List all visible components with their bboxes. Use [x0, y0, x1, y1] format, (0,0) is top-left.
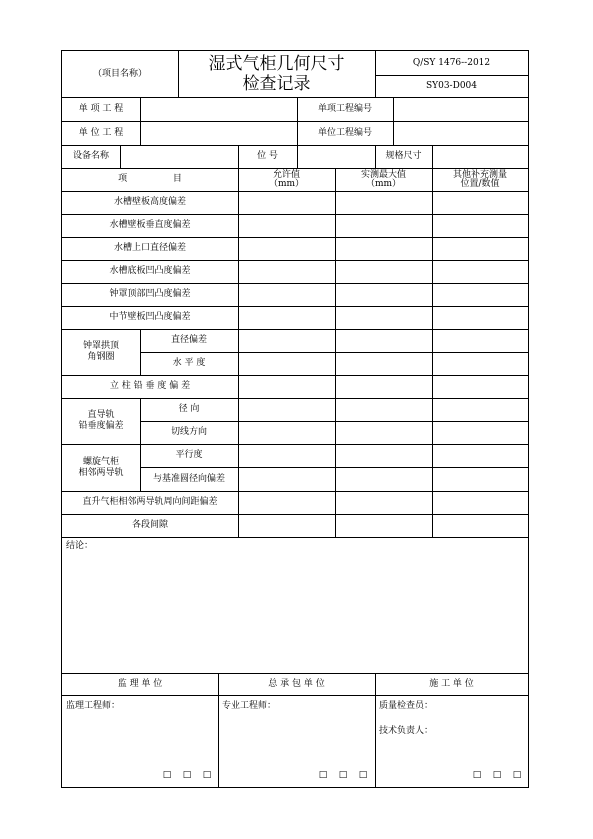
- form-title-line2: 检查记录: [242, 73, 311, 94]
- project-name: （项目名称）: [92, 68, 147, 79]
- row-label: 各段间隙: [131, 520, 168, 530]
- position-no-field[interactable]: [297, 145, 375, 168]
- single-project-no-field[interactable]: [393, 97, 528, 121]
- supervision-unit-header: 监 理 单 位: [117, 678, 163, 689]
- divider: [335, 168, 336, 537]
- quality-inspector-label: 质量检查员：: [379, 700, 434, 711]
- single-project-no-label: 单项工程编号: [317, 103, 372, 114]
- equipment-name-label: 设备名称: [72, 151, 109, 161]
- date-boxes: □ □ □: [162, 769, 212, 780]
- general-contractor-header: 总 承 包 单 位: [268, 678, 325, 689]
- form-code: SY03-D004: [426, 80, 477, 91]
- technical-lead-label: 技术负责人：: [379, 725, 434, 736]
- row-label: 水槽底板凹凸度偏差: [109, 266, 191, 276]
- specialty-engineer-label: 专业工程师：: [222, 700, 277, 711]
- unit-project-no-label: 单位工程编号: [317, 127, 372, 138]
- divider: [62, 695, 528, 696]
- row-label: 直径偏差: [170, 335, 207, 345]
- spec-size-label: 规格尺寸: [385, 151, 422, 161]
- unit-project-no-field[interactable]: [393, 121, 528, 145]
- standard-code: Q/SY 1476--2012: [412, 57, 491, 68]
- single-project-field[interactable]: [140, 97, 297, 121]
- unit-project-field[interactable]: [140, 121, 297, 145]
- divider: [238, 168, 239, 537]
- single-project-label: 单 项 工 程: [78, 103, 124, 114]
- spec-size-field[interactable]: [432, 145, 528, 168]
- group-label: 钟罩拱顶 角钢圈: [82, 341, 119, 362]
- conclusion-label: 结论：: [66, 541, 94, 551]
- row-label: 水槽上口直径偏差: [113, 243, 186, 253]
- equipment-name-field[interactable]: [120, 145, 238, 168]
- row-label: 切线方向: [170, 427, 207, 437]
- group-label: 螺旋气柜 相邻两导轨: [78, 456, 124, 478]
- form-title-line1: 湿式气柜几何尺寸: [208, 53, 345, 74]
- position-no-label: 位 号: [257, 151, 278, 161]
- col-header-other: 其他补充测量 位置/数值: [452, 169, 507, 189]
- row-label: 与基准圆径向偏差: [152, 473, 225, 484]
- row-label: 水槽壁板垂直度偏差: [109, 220, 191, 230]
- date-boxes: □ □ □: [318, 769, 368, 780]
- row-label: 平行度: [175, 450, 203, 460]
- col-header-allowed: 允许值 （mm）: [268, 169, 305, 189]
- divider: [432, 168, 433, 537]
- supervision-engineer-label: 监理工程师：: [66, 700, 121, 711]
- conclusion-area[interactable]: [62, 537, 528, 673]
- row-label: 径 向: [178, 404, 200, 414]
- inspection-form: [61, 50, 529, 788]
- col-header-measured: 实测最大值 （mm）: [360, 169, 406, 189]
- row-label: 直升气柜相邻两导轨周向间距偏差: [82, 497, 218, 507]
- row-label: 立 柱 铅 垂 度 偏 差: [109, 381, 191, 391]
- row-label: 水 平 度: [172, 358, 206, 368]
- construction-unit-header: 施 工 单 位: [429, 678, 474, 689]
- row-label: 钟罩顶部凹凸度偏差: [109, 289, 191, 299]
- row-label: 水槽壁板高度偏差: [113, 197, 186, 207]
- row-label: 中节壁板凹凸度偏差: [109, 312, 191, 322]
- unit-project-label: 单 位 工 程: [78, 127, 124, 138]
- col-header-item: 项 目: [118, 174, 182, 184]
- date-boxes: □ □ □: [472, 769, 522, 780]
- group-label: 直导轨 铅垂度偏差: [78, 410, 124, 431]
